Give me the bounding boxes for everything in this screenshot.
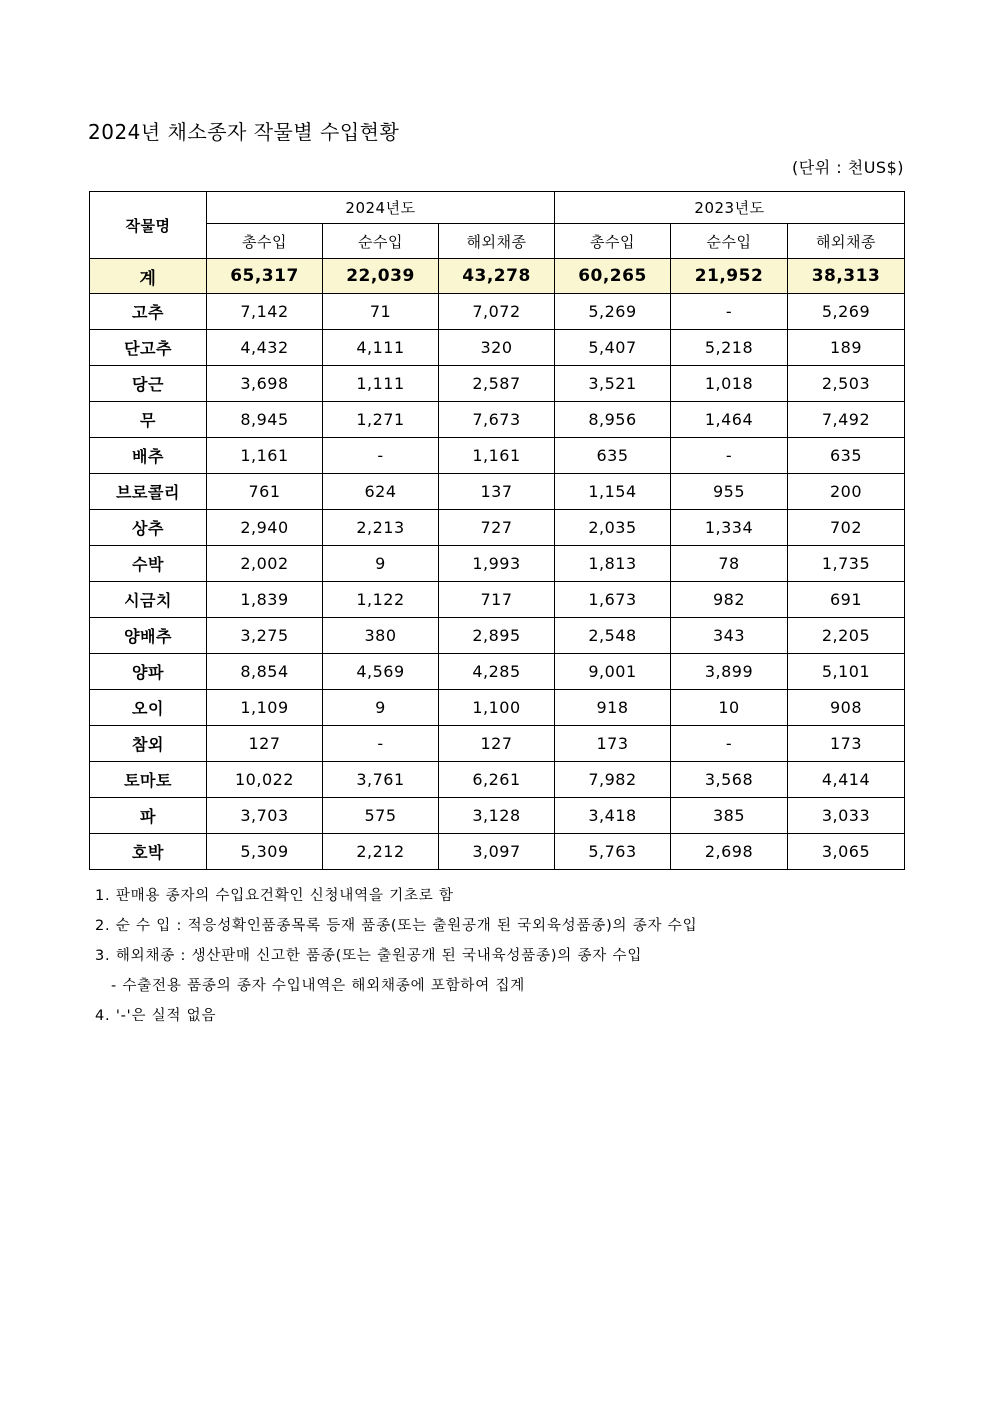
table-cell: 7,982 bbox=[555, 762, 671, 798]
table-row bbox=[90, 294, 905, 330]
table-cell: 7,673 bbox=[439, 402, 555, 438]
table-cell: 2,212 bbox=[323, 834, 439, 870]
subheader-overseas-seed-2024: 해외채종 bbox=[439, 224, 555, 259]
crop-name: 당근 bbox=[90, 366, 207, 402]
table-cell: 624 bbox=[323, 474, 439, 510]
table-cell: 1,464 bbox=[671, 402, 788, 438]
crop-name: 단고추 bbox=[90, 330, 207, 366]
table-cell: 7,072 bbox=[439, 294, 555, 330]
table-cell: - bbox=[671, 726, 788, 762]
crop-name: 시금치 bbox=[90, 582, 207, 618]
table-cell: 2,213 bbox=[323, 510, 439, 546]
table-cell: 320 bbox=[439, 330, 555, 366]
note-item: 2. 순 수 입 : 적응성확인품종목록 등재 품종(또는 출원공개 된 국외육성품종)의 종자 수입 bbox=[95, 918, 698, 934]
year-header-2023: 2023년도 bbox=[555, 192, 905, 224]
table-cell: 2,895 bbox=[439, 618, 555, 654]
note-item: 1. 판매용 종자의 수입요건확인 신청내역을 기초로 함 bbox=[95, 888, 454, 904]
table-cell: 5,101 bbox=[788, 654, 905, 690]
table-cell: - bbox=[323, 438, 439, 474]
crop-name: 무 bbox=[90, 402, 207, 438]
table-cell: 5,309 bbox=[207, 834, 323, 870]
table-cell: 717 bbox=[439, 582, 555, 618]
table-cell: 4,285 bbox=[439, 654, 555, 690]
table-cell: 9 bbox=[323, 690, 439, 726]
table-row bbox=[90, 474, 905, 510]
table-cell: 918 bbox=[555, 690, 671, 726]
note-item: - 수출전용 품종의 종자 수입내역은 해외채종에 포함하여 집계 bbox=[111, 978, 526, 994]
table-cell: 173 bbox=[788, 726, 905, 762]
table-cell: - bbox=[671, 438, 788, 474]
table-cell: 1,334 bbox=[671, 510, 788, 546]
table-cell: 4,414 bbox=[788, 762, 905, 798]
table-cell: 727 bbox=[439, 510, 555, 546]
table-cell: 702 bbox=[788, 510, 905, 546]
table-row bbox=[90, 762, 905, 798]
crop-name: 양파 bbox=[90, 654, 207, 690]
table-cell: 5,269 bbox=[788, 294, 905, 330]
table-cell: 691 bbox=[788, 582, 905, 618]
table-cell: 3,521 bbox=[555, 366, 671, 402]
crop-name: 양배추 bbox=[90, 618, 207, 654]
note-item: 3. 해외채종 : 생산판매 신고한 품종(또는 출원공개 된 국내육성품종)의 종자 수입 bbox=[95, 948, 643, 964]
crop-name: 호박 bbox=[90, 834, 207, 870]
table-cell: 2,698 bbox=[671, 834, 788, 870]
table-cell: 3,418 bbox=[555, 798, 671, 834]
table-cell: 10 bbox=[671, 690, 788, 726]
unit-label: (단위 : 천US$) bbox=[792, 158, 904, 177]
table-cell: 2,035 bbox=[555, 510, 671, 546]
crop-name: 파 bbox=[90, 798, 207, 834]
table-cell: 137 bbox=[439, 474, 555, 510]
table-cell: 1,839 bbox=[207, 582, 323, 618]
header-row-years bbox=[90, 192, 905, 224]
table-row bbox=[90, 834, 905, 870]
table-cell: 38,313 bbox=[788, 259, 905, 294]
table-cell: 10,022 bbox=[207, 762, 323, 798]
table-cell: 1,673 bbox=[555, 582, 671, 618]
crop-name: 오이 bbox=[90, 690, 207, 726]
table-cell: 4,111 bbox=[323, 330, 439, 366]
total-label: 계 bbox=[90, 259, 207, 294]
table-cell: 2,940 bbox=[207, 510, 323, 546]
table-row bbox=[90, 510, 905, 546]
table-cell: 21,952 bbox=[671, 259, 788, 294]
table-cell: 3,761 bbox=[323, 762, 439, 798]
table-cell: 3,899 bbox=[671, 654, 788, 690]
subheader-overseas-seed-2023: 해외채종 bbox=[788, 224, 905, 259]
table-row bbox=[90, 366, 905, 402]
table-cell: 1,161 bbox=[207, 438, 323, 474]
table-cell: 1,735 bbox=[788, 546, 905, 582]
table-cell: 380 bbox=[323, 618, 439, 654]
table-cell: 3,065 bbox=[788, 834, 905, 870]
table-cell: 1,993 bbox=[439, 546, 555, 582]
table-row bbox=[90, 330, 905, 366]
table-cell: 5,407 bbox=[555, 330, 671, 366]
table-cell: 8,956 bbox=[555, 402, 671, 438]
table-cell: 385 bbox=[671, 798, 788, 834]
year-header-2024: 2024년도 bbox=[207, 192, 555, 224]
table-cell: 5,218 bbox=[671, 330, 788, 366]
table-row bbox=[90, 654, 905, 690]
table-cell: 1,109 bbox=[207, 690, 323, 726]
table-cell: 7,142 bbox=[207, 294, 323, 330]
table-cell: 2,548 bbox=[555, 618, 671, 654]
table-cell: 43,278 bbox=[439, 259, 555, 294]
table-cell: - bbox=[323, 726, 439, 762]
table-cell: 3,703 bbox=[207, 798, 323, 834]
table-cell: 8,854 bbox=[207, 654, 323, 690]
table-cell: 3,275 bbox=[207, 618, 323, 654]
page-title: 2024년 채소종자 작물별 수입현황 bbox=[88, 120, 400, 144]
subheader-net-import-2024: 순수입 bbox=[323, 224, 439, 259]
table-cell: 575 bbox=[323, 798, 439, 834]
table-cell: 761 bbox=[207, 474, 323, 510]
table-cell: 5,269 bbox=[555, 294, 671, 330]
table-cell: 8,945 bbox=[207, 402, 323, 438]
table-cell: 2,205 bbox=[788, 618, 905, 654]
crop-header: 작물명 bbox=[90, 192, 207, 259]
table-cell: 4,432 bbox=[207, 330, 323, 366]
crop-name: 브로콜리 bbox=[90, 474, 207, 510]
table-cell: 3,128 bbox=[439, 798, 555, 834]
table-cell: 3,568 bbox=[671, 762, 788, 798]
table-cell: 189 bbox=[788, 330, 905, 366]
table-cell: 982 bbox=[671, 582, 788, 618]
subheader-total-import-2023: 총수입 bbox=[555, 224, 671, 259]
table-cell: 2,002 bbox=[207, 546, 323, 582]
table-cell: 6,261 bbox=[439, 762, 555, 798]
table-cell: 3,097 bbox=[439, 834, 555, 870]
table-cell: 1,271 bbox=[323, 402, 439, 438]
table-row bbox=[90, 618, 905, 654]
note-item: 4. '-'은 실적 없음 bbox=[95, 1008, 217, 1024]
table-cell: 635 bbox=[555, 438, 671, 474]
table-cell: 127 bbox=[439, 726, 555, 762]
table-cell: 1,154 bbox=[555, 474, 671, 510]
header-row-subheaders bbox=[90, 224, 905, 259]
table-cell: 60,265 bbox=[555, 259, 671, 294]
table-cell: 9 bbox=[323, 546, 439, 582]
table-cell: 1,161 bbox=[439, 438, 555, 474]
table-cell: 173 bbox=[555, 726, 671, 762]
table-row bbox=[90, 438, 905, 474]
table-cell: 908 bbox=[788, 690, 905, 726]
table-cell: 2,503 bbox=[788, 366, 905, 402]
notes bbox=[95, 885, 697, 1035]
table-cell: 9,001 bbox=[555, 654, 671, 690]
table-row bbox=[90, 582, 905, 618]
table-cell: 127 bbox=[207, 726, 323, 762]
table-row bbox=[90, 798, 905, 834]
table-cell: 1,111 bbox=[323, 366, 439, 402]
total-row bbox=[90, 259, 905, 294]
table-cell: 200 bbox=[788, 474, 905, 510]
crop-name: 배추 bbox=[90, 438, 207, 474]
crop-name: 토마토 bbox=[90, 762, 207, 798]
table-cell: 343 bbox=[671, 618, 788, 654]
table-cell: 22,039 bbox=[323, 259, 439, 294]
table-cell: 955 bbox=[671, 474, 788, 510]
table-cell: 71 bbox=[323, 294, 439, 330]
table-cell: 65,317 bbox=[207, 259, 323, 294]
table-cell: 1,018 bbox=[671, 366, 788, 402]
table-cell: 1,100 bbox=[439, 690, 555, 726]
table-row bbox=[90, 690, 905, 726]
table-cell: - bbox=[671, 294, 788, 330]
crop-name: 상추 bbox=[90, 510, 207, 546]
table-row bbox=[90, 726, 905, 762]
crop-name: 참외 bbox=[90, 726, 207, 762]
table-cell: 635 bbox=[788, 438, 905, 474]
table-cell: 78 bbox=[671, 546, 788, 582]
table-cell: 3,698 bbox=[207, 366, 323, 402]
table-cell: 1,813 bbox=[555, 546, 671, 582]
crop-name: 고추 bbox=[90, 294, 207, 330]
subheader-net-import-2023: 순수입 bbox=[671, 224, 788, 259]
subheader-total-import-2024: 총수입 bbox=[207, 224, 323, 259]
crop-name: 수박 bbox=[90, 546, 207, 582]
table-row bbox=[90, 546, 905, 582]
table-cell: 1,122 bbox=[323, 582, 439, 618]
table-cell: 3,033 bbox=[788, 798, 905, 834]
table-cell: 2,587 bbox=[439, 366, 555, 402]
table-row bbox=[90, 402, 905, 438]
table-cell: 5,763 bbox=[555, 834, 671, 870]
table-cell: 4,569 bbox=[323, 654, 439, 690]
import-table bbox=[89, 191, 905, 870]
table-cell: 7,492 bbox=[788, 402, 905, 438]
